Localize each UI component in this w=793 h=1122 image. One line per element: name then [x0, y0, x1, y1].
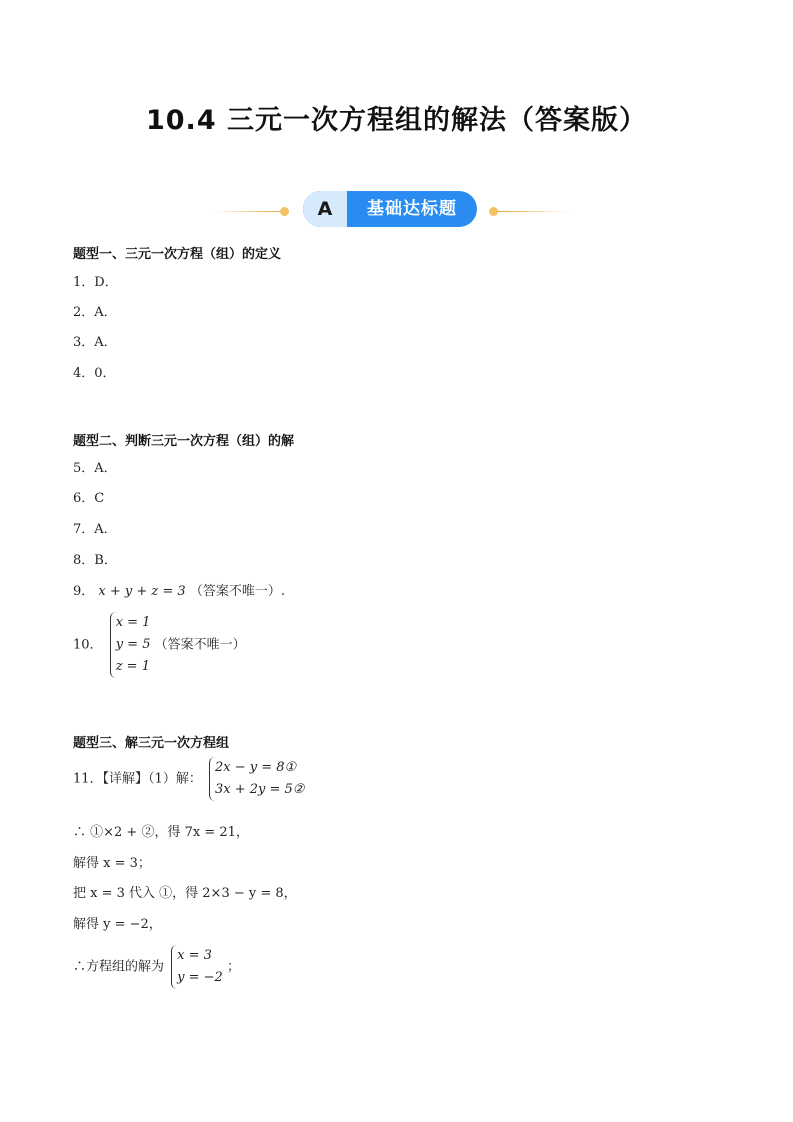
- banner-letter: A: [303, 191, 347, 227]
- answer-10-row-y: y = 5: [115, 637, 151, 652]
- answer-10: [73, 612, 246, 678]
- answer-11-prefix: 11．【详解】（1）解：: [73, 771, 202, 787]
- answer-9-note: （答案不唯一）.: [189, 584, 285, 599]
- answer-5: 5．A．: [73, 461, 117, 476]
- answer-11-conclusion: ∴方程组的解为: [73, 959, 165, 975]
- answer-4: 4．0．: [73, 366, 116, 381]
- answer-11-sol-x: x = 3: [177, 948, 212, 963]
- answer-11-step3: 把 x = 3 代入 ①，得 2×3 − y = 8，: [73, 886, 297, 901]
- answer-10-note: （答案不唯一）: [154, 637, 246, 653]
- answer-9-expression: x + y + z = 3: [98, 584, 186, 599]
- banner-dot-left: [280, 207, 289, 216]
- banner-pill: [303, 191, 477, 227]
- answer-11-end: ；: [226, 959, 240, 975]
- banner-line-right: [497, 211, 569, 212]
- answer-9: [73, 580, 285, 599]
- answer-10-number: 10．: [73, 637, 103, 653]
- answer-9-number: 9．: [73, 584, 95, 599]
- answer-11-step4: 解得 y = −2，: [73, 917, 162, 932]
- answer-7: 7．A．: [73, 522, 117, 537]
- answer-10-system: [110, 612, 151, 678]
- answer-11-solution: [171, 945, 223, 989]
- section2-heading: 题型二、判断三元一次方程（组）的解: [73, 434, 295, 449]
- answer-1: 1．D．: [73, 275, 118, 290]
- document-title: 10.4 三元一次方程组的解法（答案版）: [145, 105, 648, 136]
- answer-11-system-line: [73, 757, 304, 801]
- answer-3: 3．A．: [73, 335, 117, 350]
- banner-label: 基础达标题: [367, 199, 457, 219]
- answer-10-row-x: x = 1: [115, 615, 151, 630]
- answer-10-row-z: z = 1: [115, 659, 150, 674]
- answer-11-system: [209, 757, 304, 801]
- section1-heading: 题型一、三元一次方程（组）的定义: [73, 247, 282, 262]
- banner-line-left: [213, 211, 285, 212]
- answer-6: 6．C: [73, 491, 105, 506]
- answer-2: 2．A．: [73, 305, 117, 320]
- answer-11-eq2: 3x + 2y = 5②: [214, 782, 305, 797]
- answer-11-conclusion-line: [73, 945, 240, 989]
- answer-11-sol-y: y = −2: [177, 970, 223, 985]
- section3-heading: 题型三、解三元一次方程组: [73, 736, 230, 751]
- section-banner: [213, 191, 583, 227]
- answer-11-step1: ∴ ①×2 + ②，得 7x = 21，: [73, 825, 249, 840]
- answer-11-step2: 解得 x = 3；: [73, 856, 151, 871]
- answer-11-eq1: 2x − y = 8①: [214, 760, 297, 775]
- answer-8: 8．B．: [73, 553, 117, 568]
